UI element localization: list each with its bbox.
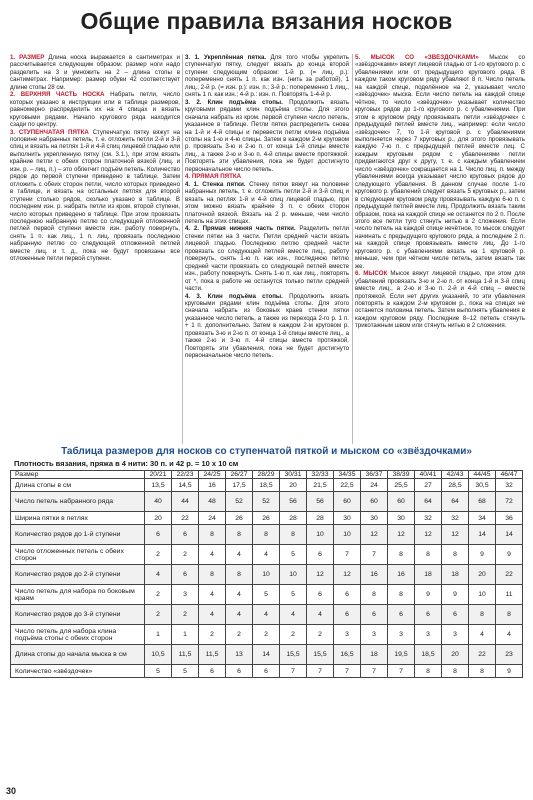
table-cell: 6	[226, 665, 253, 678]
row-label: Ширина пятки в петлях	[11, 512, 145, 525]
size-header-cell: 32/33	[307, 471, 334, 479]
table-cell: 12	[415, 525, 442, 545]
section-heading: 4. 3. Клин подъёма стопы.	[185, 292, 283, 300]
column-1	[10, 54, 180, 446]
section-heading: 3. 2. Клин подъёма стопы.	[185, 98, 283, 106]
section-text: Для того чтобы укрепить ступенчатую пятку, следует вязать до конца второй ступени следующим образом: 1-й р. (= лиц. р.): попеременно снять 1 п. как изн. (нить за работой), 1 лиц.; 2-й р. (= изн. р.): изн. п.; 3-й р.: попеременно 1 лиц., снять 1 п. как изн.; 4-й р.: изн. п. Повторять 1-4-й р.	[185, 54, 349, 99]
table-cell: 32	[496, 479, 523, 492]
row-label: Длина стопы до начала мыска в см	[11, 645, 145, 665]
table-cell: 18	[415, 565, 442, 585]
table-cell: 2	[145, 605, 172, 625]
table-cell: 5	[253, 585, 280, 605]
table-cell: 9	[469, 545, 496, 565]
table-cell: 5	[145, 665, 172, 678]
table-cell: 4	[145, 565, 172, 585]
table-cell: 34	[469, 512, 496, 525]
table-cell: 20	[442, 645, 469, 665]
table-cell: 4	[469, 625, 496, 645]
text-section	[185, 225, 349, 292]
table-subtitle: Плотность вязания, пряжа в 4 нити: 30 п. и 42 р. = 10 х 10 см	[14, 459, 239, 468]
table-row	[11, 665, 523, 678]
size-header-cell: 22/23	[172, 471, 199, 479]
table-cell: 12	[388, 525, 415, 545]
table-cell: 72	[496, 492, 523, 512]
table-cell: 15,5	[307, 645, 334, 665]
table-cell: 2	[145, 545, 172, 565]
table-row	[11, 625, 523, 645]
size-table	[10, 470, 523, 678]
table-cell: 8	[442, 665, 469, 678]
table-cell: 8	[361, 585, 388, 605]
table-cell: 28	[280, 512, 307, 525]
table-cell: 12	[442, 525, 469, 545]
row-label: Количество рядов до 1-й ступени	[11, 525, 145, 545]
text-section	[185, 181, 349, 226]
table-cell: 20	[469, 565, 496, 585]
table-cell: 8	[226, 565, 253, 585]
row-label: Длина стопы в см	[11, 479, 145, 492]
table-cell: 27	[415, 479, 442, 492]
table-cell: 4	[496, 625, 523, 645]
table-cell: 6	[442, 605, 469, 625]
table-cell: 7	[361, 665, 388, 678]
table-cell: 6	[307, 585, 334, 605]
table-cell: 8	[442, 545, 469, 565]
row-label: Число петель для набора клина подъёма стопы с обеих сторон	[11, 625, 145, 645]
row-label: Число отложенных петель с обеих сторон	[11, 545, 145, 565]
table-cell: 4	[199, 585, 226, 605]
table-row	[11, 525, 523, 545]
row-label: Число петель набранного ряда	[11, 492, 145, 512]
table-cell: 19,5	[388, 645, 415, 665]
section-heading: 5. МЫСОК СО «ЗВЁЗДОЧКАМИ»	[355, 54, 479, 61]
section-text: Набрать петли, число которых указано в инструкции или в таблице размеров, равномерно распределить их на 4 спицах и вязать круговыми рядами. Начало кругового ряда находится сзади по центру.	[10, 91, 180, 129]
section-heading: 4. 1. Стенка пятки.	[185, 180, 246, 188]
table-cell: 10	[253, 565, 280, 585]
table-cell: 8	[415, 665, 442, 678]
table-cell: 14,5	[172, 479, 199, 492]
table-cell: 11,5	[199, 645, 226, 665]
table-cell: 18,5	[253, 479, 280, 492]
table-cell: 22	[172, 512, 199, 525]
table-cell: 60	[361, 492, 388, 512]
table-cell: 26	[253, 512, 280, 525]
table-cell: 7	[388, 665, 415, 678]
table-cell: 36	[496, 512, 523, 525]
table-cell: 7	[334, 545, 361, 565]
table-cell: 12	[361, 525, 388, 545]
table-cell: 10	[280, 565, 307, 585]
section-text: Мысок вяжут лицевой гладью, при этом для убавлений провязать 3-ю и 2-ю п. от конца 1-й и 3-й спиц вместе лиц., а 2-ю и 3-ю п. 2-й и 4-й спиц – вместе протяжкой. Если нет других указаний, то эти убавления повторять в каждом 2-м круговом р., пока на спицах не останется половина петель. Затем выполнять убавления в каждом круговом ряду. Последние 8–12 петель стянуть трикотажным швом или стянуть нитью в 2 сложения.	[355, 270, 525, 330]
table-row	[11, 545, 523, 565]
table-title: Таблица размеров для носков со ступенчатой пяткой и мыском со «звёздочками»	[61, 446, 472, 457]
table-row	[11, 512, 523, 525]
table-cell: 60	[334, 492, 361, 512]
table-cell: 68	[469, 492, 496, 512]
column-divider	[352, 54, 353, 444]
table-cell: 30	[361, 512, 388, 525]
table-cell: 4	[226, 545, 253, 565]
table-cell: 11	[496, 585, 523, 605]
table-cell: 2	[226, 625, 253, 645]
table-header-label: Размер	[11, 471, 145, 479]
table-cell: 8	[469, 665, 496, 678]
table-cell: 6	[145, 525, 172, 545]
row-label: Количество рядов до 2-й ступени	[11, 565, 145, 585]
table-cell: 21,5	[307, 479, 334, 492]
section-heading: 3. СТУПЕНЧАТАЯ ПЯТКА	[10, 128, 89, 136]
size-header-cell: 28/29	[253, 471, 280, 479]
table-cell: 4	[253, 605, 280, 625]
table-cell: 8	[496, 605, 523, 625]
table-cell: 10	[307, 525, 334, 545]
table-cell: 8	[388, 545, 415, 565]
table-cell: 8	[199, 525, 226, 545]
section-text: Продолжить вязать круговыми рядами клин подъёма стопы. Для этого сначала набрать из боковых краев стенки пятки указанное число петель, а также из перехода 2-го р. 1 п. + 1 п. дополнительно. Затем в каждом 2-м круговом р. провязать 3-ю и 2-ю п. от конца 1-й спицы вместе лиц., а также 2-ю и 3-ю п. 4-й спицы вместе протяжкой. Повторять эти убавления, пока не будет достигнуто первоначальное число петель.	[185, 292, 349, 360]
table-cell: 6	[253, 665, 280, 678]
table-cell: 6	[172, 525, 199, 545]
table-cell: 2	[280, 625, 307, 645]
table-cell: 22	[496, 565, 523, 585]
size-header-cell: 36/37	[361, 471, 388, 479]
section-heading: 6. МЫСОК	[355, 270, 388, 278]
table-cell: 24	[199, 512, 226, 525]
table-row	[11, 605, 523, 625]
table-cell: 30	[334, 512, 361, 525]
table-cell: 8	[253, 525, 280, 545]
table-row	[11, 492, 523, 512]
table-cell: 1	[172, 625, 199, 645]
size-header-cell: 34/35	[334, 471, 361, 479]
table-cell: 9	[496, 665, 523, 678]
table-cell: 3	[442, 625, 469, 645]
table-cell: 3	[334, 625, 361, 645]
table-cell: 14	[469, 525, 496, 545]
table-cell: 56	[307, 492, 334, 512]
table-cell: 2	[172, 605, 199, 625]
section-text: Ступенчатую пятку вяжут на половине набранных петель, т. е. отложить петли 2-й и 3-й спиц и вязать на петлях 1-й и 4-й спиц лицевой гладью или выполнить укрепленную пятку (см. 3.1.), при этом вязать крайние петли с обеих сторон платочной вязкой (лиц. и изн. р. – лиц. п.) – это облегчит подъём петель. Количество рядов до первой ступени приведено в таблице. Затем отложить с обеих сторон петли, число которых приведено в таблице, и вязать на остальных петлях для второй ступени столько рядов, сколько указано в таблице. В последнем изн. р. набрать петли из кром. второй ступени, число которых приведено в таблице. При этом провязать последнюю набранную петлю со следующей отложенной петлей первой ступени вместе изн. работу повернуть, снять 1 п. как лиц., 1 п. лиц. провязать последнюю набранную петлю со следующей отложенной петлей вместе лиц. и т. д., пока не будут провязаны все отложенные петли первой ступени.	[10, 128, 180, 263]
text-section	[10, 91, 180, 128]
row-label: Число петель для набора по боковым краям	[11, 585, 145, 605]
table-cell: 10,5	[145, 645, 172, 665]
table-cell: 28	[307, 512, 334, 525]
table-cell: 6	[415, 605, 442, 625]
page-title: Общие правила вязания носков	[80, 8, 453, 34]
table-cell: 20	[280, 479, 307, 492]
size-header-cell: 46/47	[496, 471, 523, 479]
column-2	[185, 54, 349, 446]
size-header-cell: 26/27	[226, 471, 253, 479]
text-section	[185, 293, 349, 360]
row-label: Количество «звёздочек»	[11, 665, 145, 678]
column-divider	[182, 54, 183, 444]
table-cell: 28,5	[442, 479, 469, 492]
table-cell: 40	[145, 492, 172, 512]
table-cell: 7	[361, 545, 388, 565]
table-cell: 22,5	[334, 479, 361, 492]
table-cell: 15,5	[280, 645, 307, 665]
table-cell: 56	[280, 492, 307, 512]
table-cell: 6	[307, 545, 334, 565]
row-label: Количество рядов до 3-й ступени	[11, 605, 145, 625]
table-cell: 52	[226, 492, 253, 512]
table-row	[11, 565, 523, 585]
section-text: Длина носка выражается в сантиметрах и рассчитывается следующим образом: размер ноги надо разделить на 3 и умножить на 2 – длина стопы в сантиметрах. Например: размер обуви 42 соответствует длине стопы 28 см.	[10, 54, 180, 91]
table-cell: 6	[361, 605, 388, 625]
page-number: 30	[6, 786, 17, 796]
table-cell: 52	[253, 492, 280, 512]
table-cell: 17,5	[226, 479, 253, 492]
text-section	[185, 54, 349, 99]
table-cell: 4	[253, 545, 280, 565]
table-cell: 60	[388, 492, 415, 512]
table-cell: 2	[253, 625, 280, 645]
size-header-cell: 38/39	[388, 471, 415, 479]
table-cell: 6	[172, 565, 199, 585]
table-cell: 2	[199, 625, 226, 645]
table-cell: 23	[496, 645, 523, 665]
table-cell: 16,5	[334, 645, 361, 665]
table-cell: 1	[145, 625, 172, 645]
table-cell: 8	[469, 605, 496, 625]
table-cell: 64	[415, 492, 442, 512]
section-text: Разделить петли стенки пятки на 3 части. Петли средней части вязать лицевой гладью. Последнюю петлю средней части провязать со следующей петлей вместе лиц., работу повернуть, снять 1-ю п. как изн., последнюю петлю средней части провязать со следующей петлей вместе изн., работу повернуть. Снять 1-ю п. как лиц., повторять от *, пока в работе не останутся только петли средней части.	[185, 225, 349, 293]
size-header-cell: 42/43	[442, 471, 469, 479]
table-cell: 3	[388, 625, 415, 645]
section-text: Продолжить вязать круговыми рядами клин подъёма стопы. Для этого сначала набрать из кром. первой ступени число петель, указанное в таблице. Петли пятки распределить снова на 1-й и 4-й спицы и перевести петли клина подъёма стопы на 1-ю и 4-ю спицы. Затем в каждом 2-м круговом р. провязать 3-ю и 2-ю п. от конца 1-й спицы вместе лиц., а также 2-ю и 3-ю п. 4-й спицы вместе протяжкой. Повторять эти убавления, пока не будет достигнуто первоначальное число петель.	[185, 98, 349, 173]
size-header-cell: 40/41	[415, 471, 442, 479]
text-section	[185, 173, 349, 180]
table-cell: 8	[388, 585, 415, 605]
table-cell: 7	[334, 665, 361, 678]
section-heading: 4. ПРЯМАЯ ПЯТКА	[185, 173, 242, 181]
table-cell: 8	[415, 545, 442, 565]
table-cell: 20	[145, 512, 172, 525]
table-cell: 4	[199, 545, 226, 565]
table-cell: 4	[199, 605, 226, 625]
size-header-cell: 24/25	[199, 471, 226, 479]
table-cell: 7	[307, 665, 334, 678]
table-cell: 16	[388, 565, 415, 585]
section-heading: 2. ВЕРХНЯЯ ЧАСТЬ НОСКА	[10, 91, 105, 99]
table-cell: 8	[280, 525, 307, 545]
text-section	[10, 54, 180, 91]
table-cell: 44	[172, 492, 199, 512]
text-section	[355, 54, 525, 270]
size-header-cell: 20/21	[145, 471, 172, 479]
text-section	[185, 99, 349, 174]
table-cell: 9	[496, 545, 523, 565]
table-row	[11, 585, 523, 605]
table-cell: 4	[307, 605, 334, 625]
table-cell: 22	[469, 645, 496, 665]
size-header-cell: 44/45	[469, 471, 496, 479]
section-heading: 4. 2. Прямая нижняя часть пятки.	[185, 225, 296, 233]
table-cell: 32	[415, 512, 442, 525]
table-cell: 14	[496, 525, 523, 545]
table-cell: 5	[280, 545, 307, 565]
table-cell: 9	[415, 585, 442, 605]
section-heading: 1. РАЗМЕР	[10, 54, 45, 61]
table-cell: 14	[253, 645, 280, 665]
table-cell: 18,5	[415, 645, 442, 665]
table-cell: 4	[226, 605, 253, 625]
section-text: Стенку пятки вяжут на половине набранных петель, т. е. отложить петли 2-й и 3-й спиц и вязать на петлях 1-й и 4-й спиц лицевой гладью, при этом можно вязать крайние 3 п. с обеих сторон платочной вязкой. Вязать на 2 р. меньше, чем число петель на этих спицах.	[185, 180, 349, 225]
table-cell: 16	[361, 565, 388, 585]
table-cell: 10	[334, 525, 361, 545]
table-cell: 11,5	[172, 645, 199, 665]
table-cell: 6	[199, 665, 226, 678]
size-header-cell: 30/31	[280, 471, 307, 479]
text-section	[355, 270, 525, 330]
table-cell: 6	[334, 585, 361, 605]
table-cell: 6	[388, 605, 415, 625]
table-cell: 4	[280, 605, 307, 625]
table-header-row	[11, 471, 523, 479]
table-cell: 26	[226, 512, 253, 525]
table-cell: 4	[226, 585, 253, 605]
table-cell: 30,5	[469, 479, 496, 492]
table-cell: 13	[226, 645, 253, 665]
table-cell: 3	[415, 625, 442, 645]
table-cell: 25,5	[388, 479, 415, 492]
table-cell: 8	[226, 525, 253, 545]
table-cell: 2	[172, 545, 199, 565]
table-cell: 7	[280, 665, 307, 678]
table-row	[11, 479, 523, 492]
section-heading: 3. 1. Укреплённая пятка.	[185, 54, 267, 61]
table-cell: 64	[442, 492, 469, 512]
table-cell: 18	[442, 565, 469, 585]
table-cell: 5	[280, 585, 307, 605]
table-cell: 5	[172, 665, 199, 678]
table-cell: 3	[172, 585, 199, 605]
table-cell: 12	[307, 565, 334, 585]
text-section	[10, 129, 180, 263]
table-cell: 9	[442, 585, 469, 605]
table-cell: 2	[145, 585, 172, 605]
table-cell: 2	[307, 625, 334, 645]
table-row	[11, 645, 523, 665]
table-cell: 3	[361, 625, 388, 645]
section-text: Мысок со «звёздочками» вяжут лицевой гладью от 1-го кругового р. с убавлениями или от предыдущего кругового ряда. В каждом таком круговом ряду убавляют 8 п. Число петель на каждой спице, поделённое на 2, указывает число «звёздочек» мыска. Если число петель на каждой спице чётное, то число «звёздочек» указывает количество круговых рядов до 1-го кругового р. с убавлениями. При этом в круговом ряду провязывать петли «звёздочек» с предыдущей петлей вместе лиц., например: если число «звёздочек» 7, то 1-й круговой р. с убавлениями выполняется через 7 круговых р., для этого провязывать каждую 7-ю п. с предыдущей петлей вместе лиц. С каждым круговым рядом с убавлениями петли придвигаются друг к другу, т. е. с каждым убавлением число «звёздочек» сокращается на 1. Число лиц. п. между убавлениями всегда указывает число круговых рядов до следующего убавления. В данном случае после 1-го кругового р. убавлений следует вязать 5 круговых р., затем в следующем круговом ряду провязывать каждую 6-ю п. с предыдущей петлей вместе лиц. Продолжить вязать таким образом, пока на каждой спице не останется по 2 п. После этого все петли туго стянуть нитью в 2 сложения. Если число петель на каждой спице нечётное, то мысок следует начинать с предыдущего кругового ряда, а последние 2 п. на каждой спице провязывать вместе лиц. До 1-го кругового р. с убавлениями вязать на 1 круговой р. меньше, чем при чётном числе петель, затем вязать так же.	[355, 54, 525, 270]
table-cell: 6	[334, 605, 361, 625]
table-cell: 30	[388, 512, 415, 525]
table-cell: 12	[334, 565, 361, 585]
table-cell: 18	[361, 645, 388, 665]
table-cell: 16	[199, 479, 226, 492]
table-cell: 48	[199, 492, 226, 512]
table-cell: 32	[442, 512, 469, 525]
column-3	[355, 54, 525, 446]
table-cell: 24	[361, 479, 388, 492]
table-cell: 8	[199, 565, 226, 585]
table-cell: 10	[469, 585, 496, 605]
table-cell: 13,5	[145, 479, 172, 492]
